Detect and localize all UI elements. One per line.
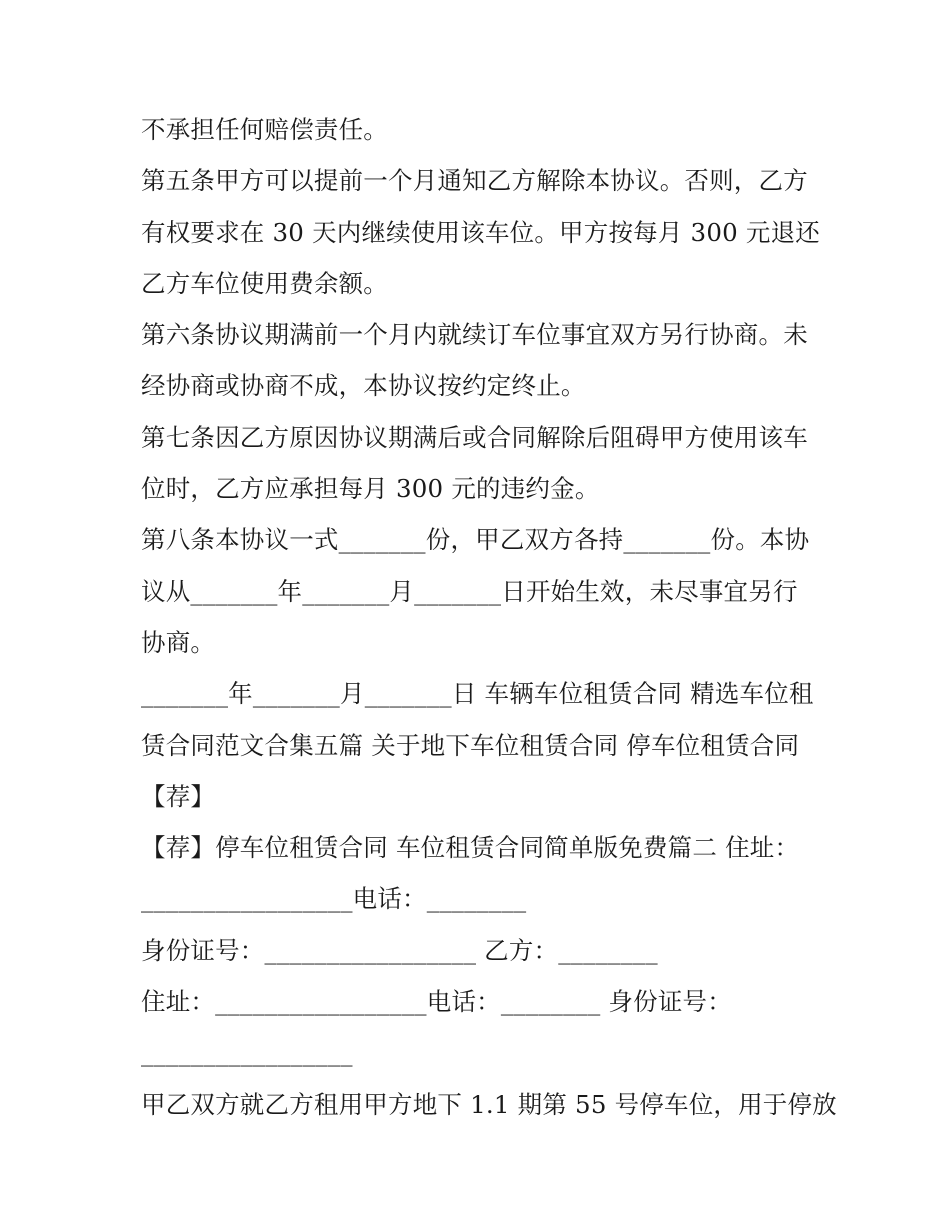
text-line: 经协商或协商不成，本协议按约定终止。 (141, 371, 586, 401)
text-line: 议从_______年_______月_______日开始生效，未尽事宜另行 (141, 576, 798, 606)
text-line: 不承担任何赔偿责任。 (141, 115, 388, 144)
text-line: 有权要求在 30 天内继续使用该车位。甲方按每月 300 元退还 (141, 217, 820, 247)
text-line: 第八条本协议一式_______份，甲乙双方各持_______份。本协 (141, 525, 810, 555)
text-line: 赁合同范文合集五篇 关于地下车位租赁合同 停车位租赁合同 (141, 730, 800, 760)
text-line: 乙方车位使用费余额。 (141, 268, 388, 298)
text-line: 第五条甲方可以提前一个月通知乙方解除本协议。否则，乙方 (141, 166, 808, 196)
text-line: 甲乙双方就乙方租用甲方地下 1.1 期第 55 号停车位，用于停放 (141, 1089, 837, 1119)
text-line: 【荐】停车位租赁合同 车位租赁合同简单版免费篇二 住址： (141, 833, 800, 863)
text-line: _________________电话：________ (141, 884, 527, 914)
text-line: 协商。 (141, 627, 216, 657)
text-line: 身份证号：_________________ 乙方：________ (141, 935, 658, 965)
text-line: 第七条因乙方原因协议期满后或合同解除后阻碍甲方使用该车 (141, 422, 808, 452)
text-line: 住址：_________________电话：________ 身份证号： (141, 987, 732, 1017)
text-line: 第六条协议期满前一个月内就续订车位事宜双方另行协商。未 (141, 320, 808, 350)
text-line: _______年_______月_______日 车辆车位租赁合同 精选车位租 (141, 679, 814, 709)
text-line: 位时，乙方应承担每月 300 元的违约金。 (141, 474, 600, 504)
document-body (141, 104, 837, 1130)
text-line: _________________ (141, 1038, 353, 1068)
text-line: 【荐】 (141, 781, 216, 811)
